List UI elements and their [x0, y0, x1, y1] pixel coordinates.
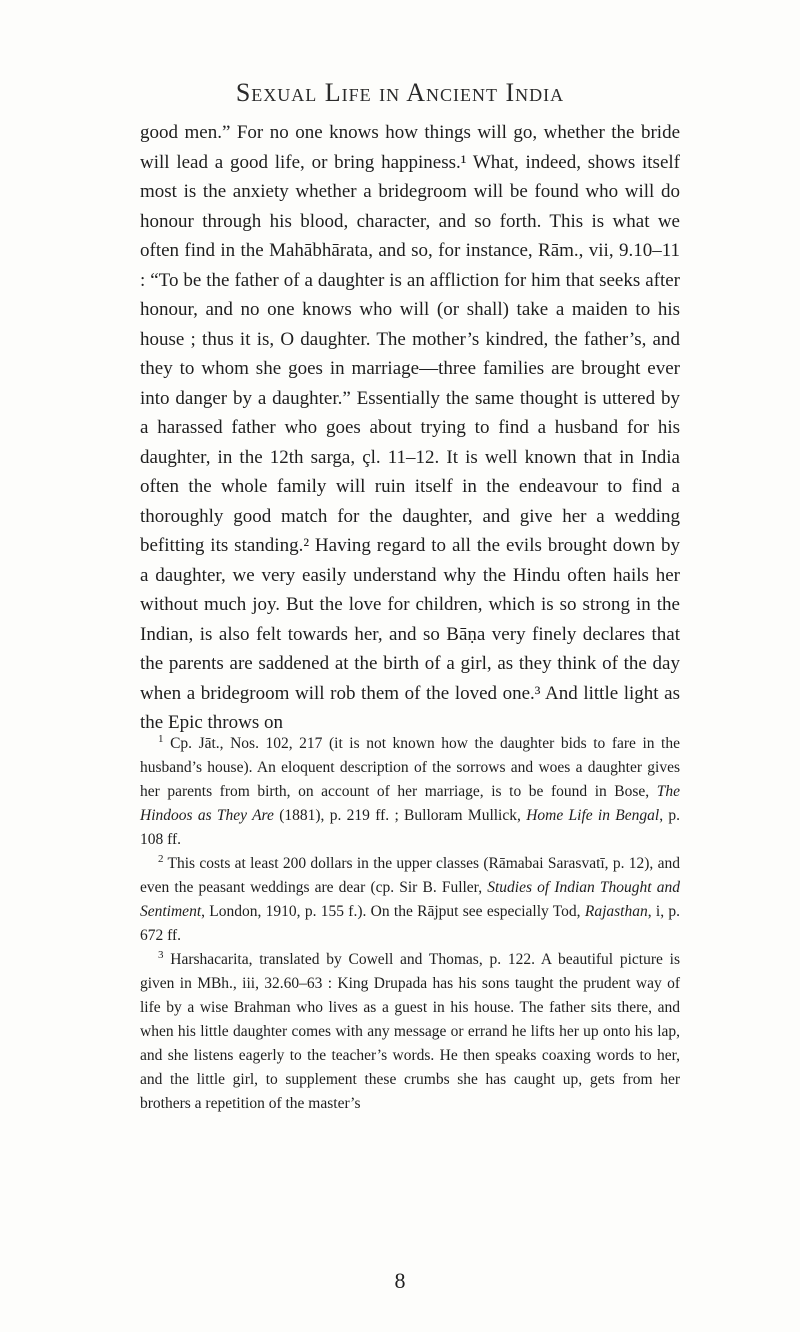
running-head: Sexual Life in Ancient India [235, 78, 565, 107]
footnote-2: $^2$ This costs at least 200 dollars in the upper classes (Rāmabai Sarasvatī, p. 12), and even the peasant weddings are dear (cp. Sir B. Fuller, Studies of Indian Thought and Sentiment, London, 1910, p. 155 f.). On the Rājput see especially Tod, Rajasthan, i, p. 672 ff. [140, 852, 680, 944]
footnote-number: 1 [158, 732, 164, 745]
page-number: 8 [394, 1268, 406, 1293]
footnotes [140, 732, 680, 1116]
footnote-1: $^1$ Cp. Jāt., Nos. 102, 217 (it is not known how the daughter bids to fare in the husband’s house). An eloquent description of the sorrows and woes a daughter gives her parents from birth, on account of her marriage, is to be found in Bose, The Hindoos as They Are (1881), p. 219 ff. ; Bulloram Mullick, Home Life in Bengal, p. 108 ff. [140, 732, 681, 848]
footnote-number: 2 [158, 852, 164, 865]
cited-title: Studies of Indian Thought and Sentiment [140, 879, 680, 920]
footnote-number: 3 [158, 948, 164, 961]
cited-title: Home Life in Bengal [526, 807, 660, 824]
footnote-3: $^3$ Harshacarita, translated by Cowell and Thomas, p. 122. A beautiful picture is given in MBh., iii, 32.60–63 : King Drupada has his sons taught the prudent way of life by a wise Brahman who lives as a guest in his house. The father sits there, and when his little daughter comes with any message or errand he lifts her up onto his lap, and she listens eagerly to the teacher’s words. He then speaks coaxing words to her, and the little girl, to supplement these crumbs she has caught up, gets from her brothers a repetition of the master’s [140, 948, 680, 1112]
body-paragraph: good men.” For no one knows how things will go, whether the bride will lead a good life, or bring happiness.¹ What, indeed, shows itself most is the anxiety whether a bridegroom will be found who will do honour through his blood, character, and so forth. This is what we often find in the Mahābhārata, and so, for instance, Rām., vii, 9.10–11 : “To be the father of a daughter is an affliction for him that seeks after honour, and no one knows who will (or shall) take a maiden to his house ; thus it is, O daughter. The mother’s kindred, the father’s, and they to whom she goes in marriage—three families are brought ever into danger by a daughter.” Essentially the same thought is uttered by a harassed father who goes about trying to find a husband for his daughter, in the 12th sarga, çl. 11–12. It is well known that in India often the whole family will ruin itself in the endeavour to find a thoroughly good match for the daughter, and give her a wedding befitting its standing.² Having regard to all the evils brought down by a daughter, we very easily understand why the Hindu often hails her without much joy. But the love for children, which is so strong in the Indian, is also felt towards her, and so Bāṇa very finely declares that the parents are saddened at the birth of a girl, as they think of the day when a bridegroom will rob them of the loved one.³ And little light as the Epic throws on [140, 122, 680, 733]
cited-title: Rajasthan [584, 903, 648, 920]
cited-title: The Hindoos as They Are [140, 783, 680, 824]
main-text [140, 118, 680, 738]
